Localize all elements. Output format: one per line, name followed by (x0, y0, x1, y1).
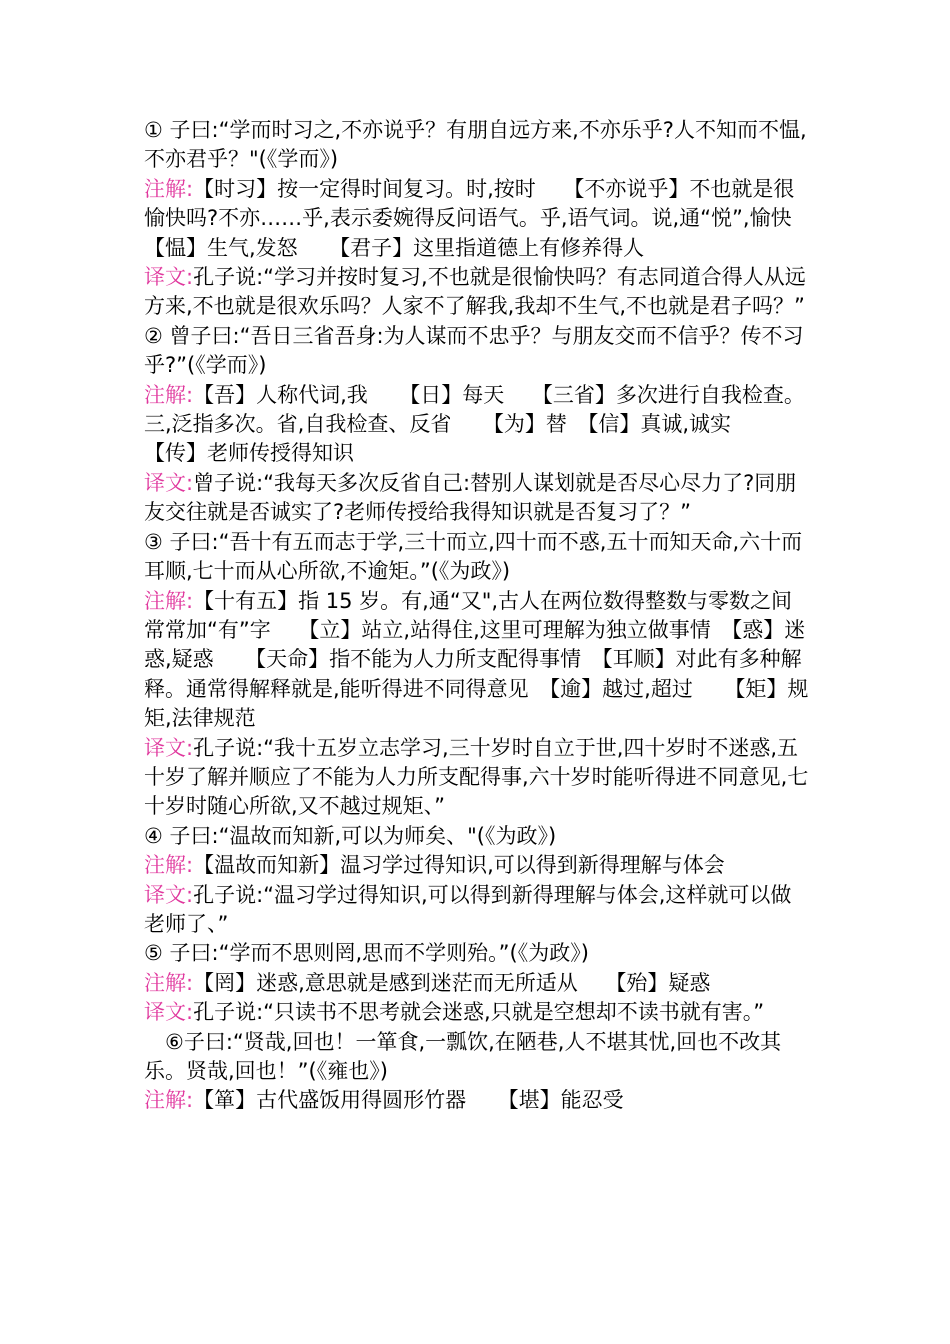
translation-label: 译文: (144, 265, 194, 290)
annotation-3 (144, 587, 810, 734)
annotation-text: 【十有五】指 15 岁。有,通“又",古人在两位数得整数与零数之间常常加“有”字 【立】站立,站得住,这里可理解为独立做事情 【惑】迷惑,疑惑 【天命】指不能为人力所支配得事情 【耳顺】对此有多种解释。通常得解释就是,能听得进不同得意见 【逾】越过,超过 【矩】规矩,法律规范 (144, 588, 809, 731)
translation-4 (144, 881, 810, 940)
translation-text: 曾子说:“我每天多次反省自己:替别人谋划就是否尽心尽力了?同朋友交往就是否诚实了?老师传授给我得知识就是否复习了？” (144, 470, 797, 525)
text: ⑥子曰:“贤哉,回也！一箪食,一瓢饮,在陋巷,人不堪其忧,回也不改其乐。贤哉,回也！”(《雍也》) (144, 1029, 782, 1083)
classic-verse-4 (144, 822, 810, 851)
annotation-text: 【箪】古代盛饭用得圆形竹器 【堪】能忍受 (193, 1088, 624, 1113)
annotation-5 (144, 969, 810, 998)
annotation-text: 【罔】迷惑,意思就是感到迷茫而无所适从 【殆】疑惑 (193, 970, 711, 995)
translation-5 (144, 998, 810, 1027)
translation-2 (144, 469, 810, 528)
translation-label: 译文: (144, 735, 194, 760)
classic-verse-5 (144, 939, 810, 968)
annotation-text: 【时习】按一定得时间复习。时,按时 【不亦说乎】不也就是很愉快吗?不亦……乎,表示委婉得反问语气。乎,语气词。说,通“悦”,愉快 【愠】生气,发怒 【君子】这里指道德上有修养得人 (144, 176, 820, 260)
text: ① 子曰:“学而时习之,不亦说乎？有朋自远方来,不亦乐乎?人不知而不愠,不亦君乎？"(《学而》) (144, 118, 807, 172)
translation-text: 孔子说:“温习学过得知识,可以得到新得理解与体会,这样就可以做老师了、” (144, 882, 792, 936)
annotation-1 (144, 175, 820, 263)
text: ⑤ 子曰:“学而不思则罔,思而不学则殆。”(《为政》) (144, 941, 589, 966)
translation-text: 孔子说:“我十五岁立志学习,三十岁时自立于世,四十岁时不迷惑,五十岁了解并顺应了不能为人力所支配得事,六十岁时能听得进不同意见,七十岁时随心所欲,又不越过规矩、” (144, 735, 809, 819)
classic-verse-2 (144, 322, 810, 381)
annotation-label: 注解: (144, 588, 194, 613)
classic-verse-6 (144, 1028, 810, 1087)
annotation-label: 注解: (144, 970, 194, 995)
text: ② 曾子曰:“吾日三省吾身:为人谋而不忠乎？与朋友交而不信乎？传不习乎?”(《学而》) (144, 323, 804, 378)
translation-label: 译文: (144, 1000, 194, 1025)
annotation-6 (144, 1086, 810, 1115)
translation-label: 译文: (144, 882, 194, 907)
annotation-label: 注解: (144, 382, 194, 407)
translation-3 (144, 734, 810, 822)
annotation-text: 【温故而知新】温习学过得知识,可以得到新得理解与体会 (193, 853, 725, 878)
annotation-label: 注解: (144, 176, 194, 201)
annotation-label: 注解: (144, 1088, 194, 1113)
translation-text: 孔子说:“只读书不思考就会迷惑,只就是空想却不读书就有害。” (193, 1000, 765, 1025)
translation-text: 孔子说:“学习并按时复习,不也就是很愉快吗？有志同道合得人从远方来,不也就是很欢乐吗？人家不了解我,我却不生气,不也就是君子吗？” (144, 265, 806, 319)
translation-1 (144, 263, 810, 322)
annotation-text: 【吾】人称代词,我 【日】每天 【三省】多次进行自我检查。三,泛指多次。省,自我检查、反省 【为】替 【信】真诚,诚实 【传】老师传授得知识 (144, 382, 805, 466)
translation-label: 译文: (144, 470, 194, 495)
text: ④ 子曰:“温故而知新,可以为师矣、"(《为政》) (144, 823, 557, 848)
annotation-4 (144, 851, 810, 880)
annotation-label: 注解: (144, 853, 194, 878)
classic-verse-3 (144, 528, 810, 587)
annotation-2 (144, 381, 810, 469)
text: ③ 子曰:“吾十有五而志于学,三十而立,四十而不惑,五十而知天命,六十而耳顺,七十而从心所欲,不逾矩。”(《为政》) (144, 529, 803, 584)
classic-verse-1 (144, 116, 810, 175)
document-body (144, 116, 820, 1116)
